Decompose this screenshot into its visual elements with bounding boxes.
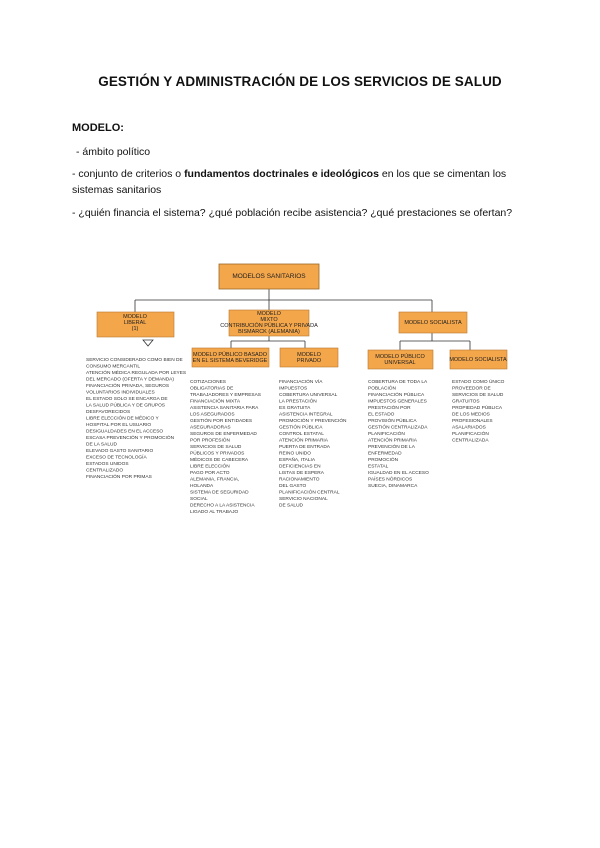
level2-box-socialista bbox=[449, 350, 507, 369]
detail-line: SERVICIOS DE SALUD bbox=[190, 445, 242, 450]
detail-line: DE SALUD bbox=[279, 503, 303, 509]
detail-line: LIBRE ELECCIÓN bbox=[190, 464, 230, 470]
detail-line: ASALARIADOS bbox=[452, 425, 486, 431]
root-label: MODELOS SANITARIOS bbox=[232, 273, 306, 280]
connector bbox=[400, 333, 470, 350]
detail-line: PROVISIÓN PÚBLICA bbox=[368, 419, 417, 424]
detail-line: IMPUESTOS bbox=[279, 386, 308, 392]
detail-line: LOS ASEGURADOS bbox=[190, 412, 235, 418]
detail-column-universal bbox=[368, 379, 429, 489]
box-label-line: MIXTO bbox=[260, 317, 278, 323]
detail-line: LISTAS DE ESPERA bbox=[279, 471, 324, 476]
detail-line: GRATUITOS bbox=[452, 399, 480, 405]
detail-line: DE LOS MEDIOS bbox=[452, 412, 490, 418]
detail-line: ASEGURADORAS bbox=[190, 425, 231, 431]
detail-line: ESTATAL bbox=[368, 464, 389, 470]
box-label-line: MODELO PÚBLICO BASADO bbox=[193, 352, 267, 358]
level1-box-mixto bbox=[220, 310, 318, 336]
detail-column-privado bbox=[279, 378, 347, 509]
level1-box-liberal bbox=[97, 312, 174, 337]
detail-line: PLANIFICACIÓN bbox=[368, 432, 405, 437]
detail-line: IMPUESTOS GENERALES bbox=[368, 399, 427, 405]
detail-line: PAÍSES NÓRDICOS bbox=[368, 477, 413, 483]
detail-line: LA SALUD PÚBLICA Y DE GRUPOS bbox=[86, 403, 166, 409]
detail-line: HOLANDA bbox=[190, 484, 214, 489]
detail-line: PÚBLICOS Y PRIVADOS bbox=[190, 451, 245, 457]
detail-line: POBLACIÓN bbox=[368, 386, 396, 392]
detail-line: PROPIEDAD PÚBLICA bbox=[452, 406, 503, 411]
detail-line: DEL MERCADO (OFERTA Y DEMANDA) bbox=[86, 377, 174, 383]
detail-line: CENTRALIZADO bbox=[86, 468, 124, 474]
detail-line: HOSPITAL POR EL USUARIO bbox=[86, 423, 152, 428]
page-title: GESTIÓN Y ADMINISTRACIÓN DE LOS SERVICIOS DE SALUD bbox=[98, 74, 502, 89]
detail-line: FINANCIACIÓN MIXTA bbox=[190, 399, 241, 405]
detail-line: ESTADOS UNIDOS bbox=[86, 462, 129, 467]
detail-line: DEL GASTO bbox=[279, 484, 307, 489]
detail-line: FINANCIACIÓN POR PRIMAS bbox=[86, 475, 152, 480]
detail-line: PROMOCIÓN Y PREVENCIÓN bbox=[279, 419, 347, 424]
detail-column-beveridge bbox=[190, 379, 261, 515]
detail-line: SUECIA, DINAMARCA bbox=[368, 484, 418, 489]
detail-line: SERVICIO CONSIDERADO COMO BIEN DE bbox=[86, 358, 183, 363]
box-label bbox=[449, 357, 507, 363]
detail-line: DE LA SALUD bbox=[86, 442, 117, 448]
dropdown-marker bbox=[143, 340, 153, 346]
detail-line: ATENCIÓN MÉDICA REGULADA POR LEYES bbox=[86, 371, 187, 376]
bold-text: fundamentos doctrinales e ideológicos bbox=[184, 168, 379, 180]
detail-line: OBLIGATORIAS DE bbox=[190, 386, 234, 392]
detail-line: EL ESTADO SOLO SE ENCARGA DE bbox=[86, 397, 168, 402]
detail-line: REINO UNIDO bbox=[279, 451, 311, 457]
detail-line: SERVICIOS DE SALUD bbox=[452, 393, 504, 398]
detail-line: ESTADO COMO ÚNICO bbox=[452, 380, 505, 385]
detail-line: TRABAJADORES Y EMPRESAS bbox=[190, 393, 261, 398]
detail-line: ASISTENCIA INTEGRAL bbox=[279, 412, 333, 418]
detail-line: EL ESTADO bbox=[368, 412, 395, 418]
text-run: - conjunto de criterios o bbox=[72, 168, 185, 180]
detail-line: PROVEEDOR DE bbox=[452, 386, 491, 392]
detail-line: GESTIÓN POR ENTIDADES bbox=[190, 419, 253, 424]
detail-line: GESTIÓN PÚBLICA bbox=[279, 425, 323, 431]
detail-line: EXCESO DE TECNOLOGÍA bbox=[86, 455, 147, 461]
detail-line: FINANCIACIÓN VÍA bbox=[279, 380, 323, 385]
detail-line: ATENCIÓN PRIMARIA bbox=[368, 438, 417, 444]
detail-line: MÉDICOS DE CABECERA bbox=[190, 458, 249, 463]
connector bbox=[231, 336, 305, 348]
detail-line: SEGUROS DE ENFERMEDAD bbox=[190, 432, 257, 437]
detail-line: ELEVADO GASTO SANITARIO bbox=[86, 449, 154, 454]
text-run: - ¿quién financia el sistema? ¿qué población recibe asistencia? ¿qué prestaciones se ofertan? bbox=[72, 207, 513, 219]
text-run: - ámbito político bbox=[76, 146, 151, 158]
detail-line: LIGADO AL TRABAJO bbox=[190, 510, 239, 515]
detail-line: ESCASA PREVENCIÓN Y PROMOCIÓN bbox=[86, 436, 175, 441]
box-label-line: UNIVERSAL bbox=[384, 360, 416, 366]
detail-line: FINANCIACIÓN PÚBLICA bbox=[368, 393, 425, 398]
detail-line: PRESTACIÓN POR bbox=[368, 406, 411, 411]
detail-column-liberal bbox=[86, 357, 186, 480]
detail-line: PROFESIONALES bbox=[452, 419, 493, 424]
level2-box-privado bbox=[280, 348, 338, 367]
detail-line: SISTEMA DE SEGURIDAD bbox=[190, 490, 249, 496]
box-label bbox=[404, 320, 462, 326]
detail-line: CONTROL ESTATAL bbox=[279, 432, 324, 437]
detail-line: DESFAVORECIDOS bbox=[86, 410, 131, 415]
detail-line: DESIGUALDADES EN EL ACCESO bbox=[86, 429, 164, 435]
detail-line: SOCIAL bbox=[190, 497, 208, 502]
detail-line: POR PROFESIÓN bbox=[190, 438, 230, 444]
detail-line: SERVICIO NACIONAL bbox=[279, 497, 328, 502]
detail-line: PLANIFICACIÓN CENTRAL bbox=[279, 490, 340, 496]
detail-line: ES GRATUITA bbox=[279, 406, 311, 411]
detail-column-socialista bbox=[452, 378, 505, 444]
detail-line: FINANCIACIÓN PRIVADA, SEGUROS bbox=[86, 384, 170, 389]
text-run: en los que se cimentan los sistemas sanitarios bbox=[72, 168, 507, 196]
detail-line: COBERTURA DE TODA LA bbox=[368, 380, 428, 385]
detail-line: DEFICIENCIAS EN bbox=[279, 464, 321, 470]
box-label-line: MODELO bbox=[257, 311, 281, 317]
detail-line: CENTRALIZADA bbox=[452, 438, 489, 444]
box-label-line: MODELO PÚBLICO bbox=[375, 354, 425, 360]
box-label-line: MODELO SOCIALISTA bbox=[449, 357, 507, 363]
detail-line: PREVENCIÓN DE LA bbox=[368, 445, 415, 450]
level2-box-beveridge bbox=[192, 348, 269, 367]
box-label bbox=[297, 352, 322, 364]
box-label-line: EN EL SISTEMA BEVERIDGE bbox=[192, 358, 268, 364]
box-label bbox=[193, 351, 268, 364]
detail-line: ALEMANIA, FRANCIA, bbox=[190, 477, 240, 483]
detail-line: PAGO POR ACTO bbox=[190, 471, 230, 476]
detail-line: ESPAÑA, ITALIA bbox=[279, 458, 316, 463]
detail-line: VOLUNTARIOS INDIVIDUALES bbox=[86, 390, 155, 396]
detail-line: DERECHO A LA ASISTENCIA bbox=[190, 503, 255, 509]
box-label-line: BISMARCK (ALEMANIA) bbox=[238, 329, 300, 335]
box-label-line: MODELO SOCIALISTA bbox=[404, 320, 462, 326]
box-label-line: LIBERAL bbox=[123, 320, 147, 326]
box-label-line: (1) bbox=[131, 326, 139, 332]
box-label-line: MODELO bbox=[123, 314, 147, 320]
connector bbox=[135, 289, 432, 312]
detail-line: LA PRESTACIÓN bbox=[279, 399, 317, 405]
box-label-line: MODELO bbox=[297, 352, 321, 358]
level1-box-socialista bbox=[399, 312, 467, 333]
detail-line: RACIONAMIENTO bbox=[279, 477, 320, 483]
detail-line: COBERTURA UNIVERSAL bbox=[279, 393, 338, 398]
detail-line: ASISTENCIA SANITARIA PARA bbox=[190, 406, 259, 411]
detail-line: LIBRE ELECCIÓN DE MÉDICO Y bbox=[86, 416, 159, 422]
box-label-line: PRIVADO bbox=[296, 358, 322, 364]
detail-line: ENFERMEDAD bbox=[368, 451, 402, 457]
detail-line: PLANIFICACIÓN bbox=[452, 432, 489, 437]
box-label-line: CONTRIBUCIÓN PÚBLICA Y PRIVADA bbox=[220, 323, 318, 329]
detail-line: GESTIÓN CENTRALIZADA bbox=[368, 425, 428, 431]
detail-line: PROMOCIÓN bbox=[368, 458, 399, 463]
detail-line: COTIZACIONES bbox=[190, 380, 226, 385]
detail-line: ATENCIÓN PRIMARIA bbox=[279, 438, 328, 444]
detail-line: CONSUMO MERCANTIL bbox=[86, 364, 141, 370]
section-label: MODELO: bbox=[72, 122, 124, 134]
level2-box-universal bbox=[368, 350, 433, 369]
detail-line: IGUALDAD EN EL ACCESO bbox=[368, 471, 429, 476]
detail-line: PUERTA DE ENTRADA bbox=[279, 445, 330, 450]
